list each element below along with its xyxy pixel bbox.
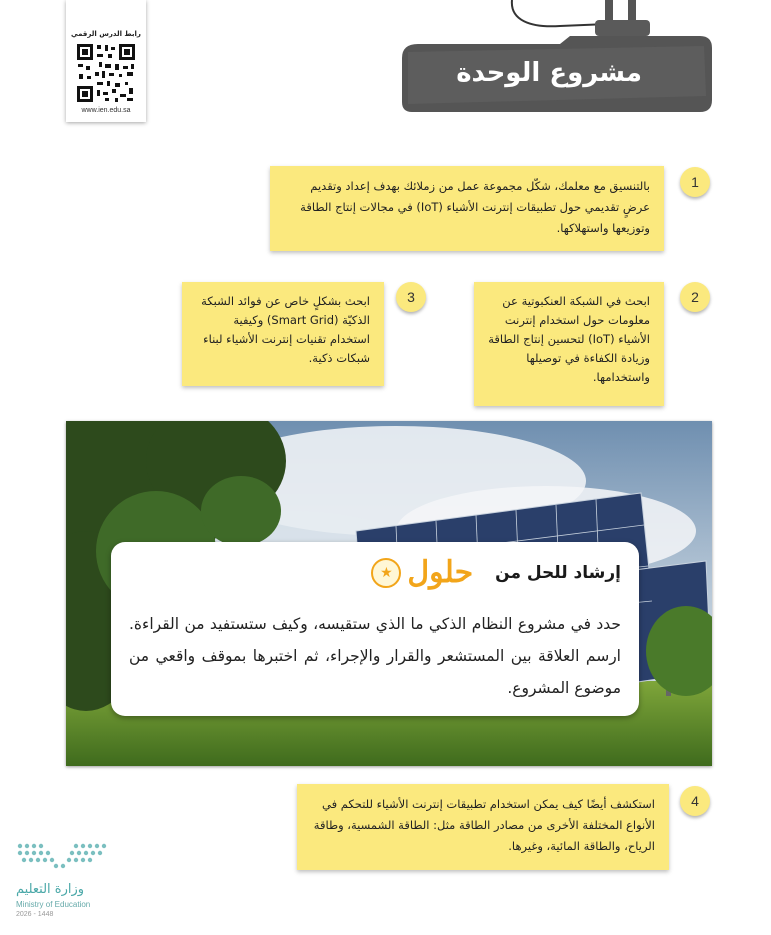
guide-body: حدد في مشروع النظام الذكي ما الذي ستقيسه، وكيف ستستفيد من القراءة. ارسم العلاقة بين المستشعر والقرار والإجراء، ثم اختبرها بموقف واقعي من موضوع المشروع. (129, 615, 621, 697)
page-title: مشروع الوحدة (456, 58, 642, 88)
guide-title: إرشاد للحل من (495, 563, 621, 583)
task-text: بالتنسيق مع معلمك، شكّل مجموعة عمل من زملائك بهدف إعداد وتقديم عرضٍ تقديمي حول تطبيقات إنترنت الأشياء (IoT) في مجالات إنتاج الطاقة وتوزيعها واستهلاكها. (300, 179, 650, 235)
task-text: استكشف أيضًا كيف يمكن استخدام تطبيقات إنترنت الأشياء للتحكم في الأنواع المختلفة الأخرى من مصادر الطاقة مثل: الطاقة الشمسية، وطاقة الرياح، والطاقة المائية، وغيرها. (313, 797, 655, 853)
ministry-name-en: Ministry of Education (16, 900, 91, 909)
task-number-badge: 3 (396, 282, 426, 312)
task-number-badge: 2 (680, 282, 710, 312)
task-text: ابحث بشكلٍ خاص عن فوائد الشبكة الذكيّة (Smart Grid) وكيفية استخدام تقنيات إنترنت الأشياء لبناء شبكات ذكية. (201, 294, 370, 365)
qr-url[interactable]: www.ien.edu.sa (81, 107, 131, 114)
qr-code-card[interactable] (66, 0, 146, 122)
ministry-name-ar: وزارة التعليم (16, 882, 85, 897)
ministry-logo (14, 838, 124, 928)
task-text: ابحث في الشبكة العنكبوتية عن معلومات حول استخدام إنترنت الأشياء (IoT) لتحسين إنتاج الطاقة وزيادة الكفاءة في توصيلها واستخدامها. (488, 294, 650, 384)
task-card-4 (297, 784, 669, 870)
task-card-1 (270, 166, 664, 251)
guide-header (371, 555, 621, 590)
brand-logo-text: حلول (407, 555, 474, 590)
qr-code-icon[interactable] (75, 42, 137, 104)
task-card-2 (474, 282, 664, 406)
unit-project-banner (400, 0, 712, 116)
ministry-year: 2026 - 1448 (16, 911, 54, 918)
task-number-badge: 4 (680, 786, 710, 816)
task-number-badge: 1 (680, 167, 710, 197)
ministry-dots-icon (14, 838, 114, 878)
book-icon: ★ (371, 558, 401, 588)
task-card-3 (182, 282, 384, 386)
qr-label: رابط الدرس الرقمي (71, 30, 141, 38)
solution-guide-box (111, 542, 639, 716)
